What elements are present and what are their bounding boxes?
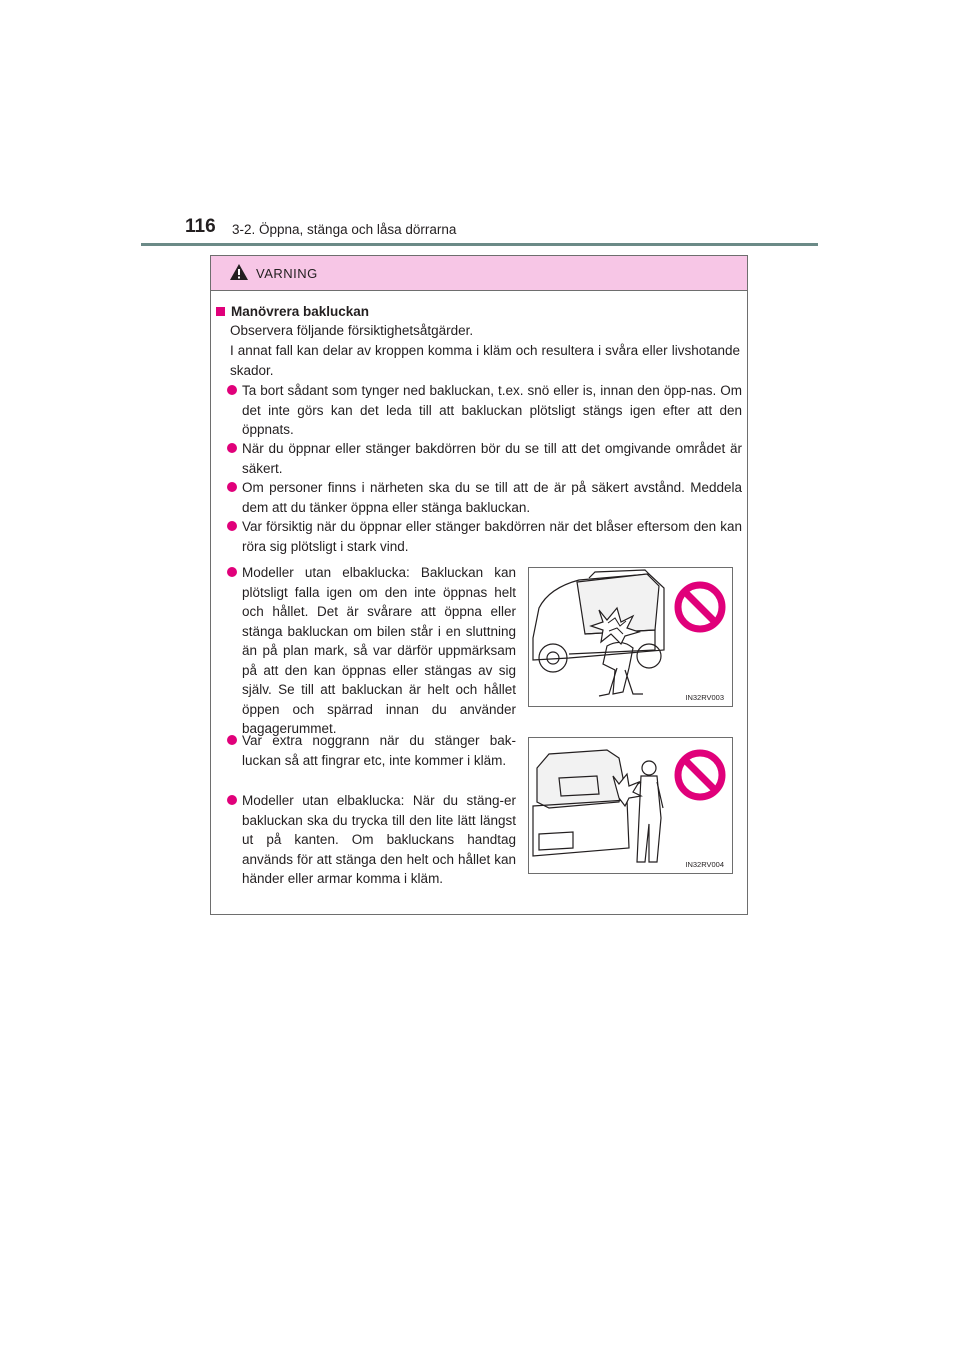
bullet-item — [242, 478, 742, 517]
warning-box — [210, 255, 748, 915]
header-rule — [141, 243, 818, 246]
bullet-text: Om personer finns i närheten ska du se till att de är på säkert avstånd. Meddela dem att du tänker öppna eller stänga bakluckan. — [242, 480, 742, 515]
bullet-dot-icon — [227, 567, 237, 577]
bullet-dot-icon — [227, 735, 237, 745]
warning-header — [211, 256, 747, 291]
figure-code: IN32RV004 — [685, 860, 724, 869]
bullet-text: Var försiktig när du öppnar eller stänger bakdörren när det blåser eftersom den kan röra sig plötsligt i stark vind. — [242, 519, 742, 554]
bullet-item — [242, 563, 516, 739]
bullet-text: Modeller utan elbaklucka: När du stäng-er bakluckan ska du trycka till den lite lätt längst ut på kanten. Om bakluckans handtag används för att stänga den helt och hållet kan händer eller armar komma i kläm. — [242, 793, 516, 886]
bullet-dot-icon — [227, 443, 237, 453]
bullet-dot-icon — [227, 521, 237, 531]
warning-heading — [216, 302, 369, 322]
section-title: 3-2. Öppna, stänga och låsa dörrarna — [232, 222, 457, 237]
warning-triangle-icon — [229, 263, 249, 281]
bullet-dot-icon — [227, 795, 237, 805]
intro-line-2: I annat fall kan delar av kroppen komma i kläm och resultera i svåra eller livshotande skador. — [230, 343, 740, 378]
figure-tailgate-falling — [528, 567, 733, 707]
bullet-text: När du öppnar eller stänger bakdörren bör du se till att det omgivande området är säkert. — [242, 441, 742, 476]
figure-fingers-caught — [528, 737, 733, 874]
bullet-item — [242, 731, 516, 770]
bullet-text: Ta bort sådant som tynger ned bakluckan, t.ex. snö eller is, innan den öpp-nas. Om det inte görs kan det leda till att bakluckan plötsligt stängs igen efter att den öppnats. — [242, 383, 742, 437]
warning-label: VARNING — [256, 266, 318, 281]
bullet-item — [242, 517, 742, 556]
prohibition-icon — [673, 748, 727, 802]
bullet-item — [242, 381, 742, 440]
prohibition-icon — [673, 580, 727, 634]
warning-heading-text: Manövrera bakluckan — [231, 304, 370, 319]
bullet-text: Modeller utan elbaklucka: Bakluckan kan plötsligt falla igen om den inte öppnas helt och hållet. Det är svårare att öppna eller stänga bakluckan om bilen står i en sluttning än på plan mark, så var därför uppmärksam på att den kan öppnas eller stängas av sig själv. Se till att bakluckan är helt och hållet öppen och spärrad innan du använder bagagerummet. — [242, 565, 516, 736]
bullet-dot-icon — [227, 385, 237, 395]
figure-code: IN32RV003 — [685, 693, 724, 702]
bullet-item — [242, 439, 742, 478]
square-bullet-icon — [216, 307, 225, 316]
intro-line-1: Observera följande försiktighetsåtgärder. — [230, 323, 474, 338]
bullet-dot-icon — [227, 482, 237, 492]
page-number: 116 — [185, 216, 216, 237]
bullet-item — [242, 791, 516, 889]
bullet-text: Var extra noggrann när du stänger bak-luckan så att fingrar etc, inte kommer i kläm. — [242, 733, 516, 768]
